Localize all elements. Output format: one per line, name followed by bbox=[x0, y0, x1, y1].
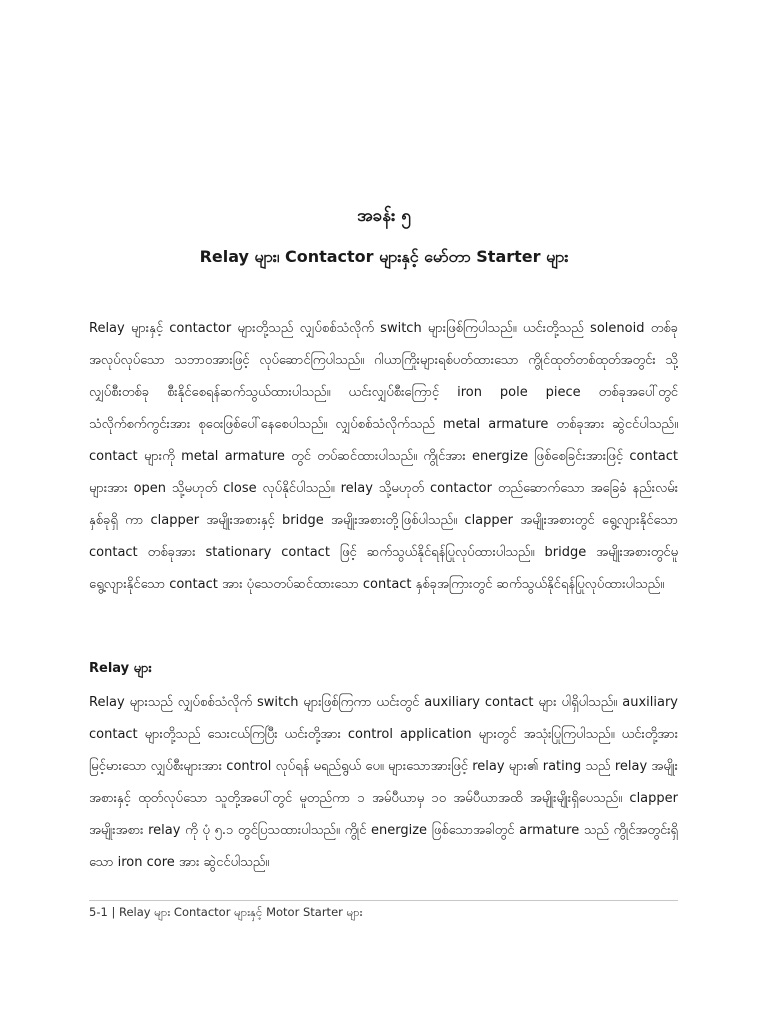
chapter-label: အခန်း ၅ bbox=[357, 206, 411, 226]
section-paragraph: Relay များသည် လျှပ်စစ်သံလိုက် switch များဖြစ်ကြကာ ယင်းတွင် auxiliary contact များ ပါရှိပါသည်။ auxiliary contact များတို့သည် သေးငယ်ကြပြီး ယင်းတို့အား control application များတွင် အသုံးပြုကြပါသည်။ ယင်းတို့အား မြင့်မားသော လျှပ်စီးများအား control လုပ်ရန် မရည်ရွယ် ပေ။ များသောအားဖြင့် relay များ၏ rating သည် relay အမျိုးအစားနှင့် ထုတ်လုပ်သော သူတို့အပေါ်တွင် မူတည်ကာ ၁ အမ်ပီယာမှ ၁၀ အမ်ပီယာအထိ အမျိုးမျိုးရှိပေသည်။ clapper အမျိုးအစား relay ကို ပုံ ၅.၁ တွင်ပြသထားပါသည်။ ကွိုင် energize ဖြစ်သောအခါတွင် armature သည် ကွိုင်အတွင်းရှိသော iron core အား ဆွဲငင်ပါသည်။ bbox=[89, 695, 678, 870]
chapter-title: Relay များ၊ Contactor များနှင့် မော်တာ Starter များ bbox=[199, 247, 569, 266]
footer-divider bbox=[89, 900, 678, 901]
page-footer: 5-1 | Relay များ Contactor များနှင့် Motor Starter များ bbox=[89, 905, 363, 919]
section-heading: Relay များ bbox=[89, 661, 152, 676]
intro-paragraph: Relay များနှင့် contactor များတို့သည် လျှပ်စစ်သံလိုက် switch များဖြစ်ကြပါသည်။ ယင်းတို့သည် solenoid တစ်ခု အလုပ်လုပ်သော သဘာဝအားဖြင့် လုပ်ဆောင်ကြပါသည်။ ဂါယာကြိုးများရစ်ပတ်ထားသော ကွိုင်ထုတ်တစ်ထုတ်အတွင်း သို့ လျှပ်စီးတစ်ခု စီးနိုင်စေရန်ဆက်သွယ်ထားပါသည်။ ယင်းလျှပ်စီးကြောင့် iron pole piece တစ်ခုအပေါ်တွင် သံလိုက်စက်ကွင်းအား စုဝေးဖြစ်ပေါ်နေစေပါသည်။ လျှပ်စစ်သံလိုက်သည် metal armature တစ်ခုအား ဆွဲငင်ပါသည်။ contact များကို metal armature တွင် တပ်ဆင်ထားပါသည်။ ကွိုင်အား energize ဖြစ်စေခြင်းအားဖြင့် contact များအား open သို့မဟုတ် close လုပ်နိုင်ပါသည်။ relay သို့မဟုတ် contactor တည်ဆောက်သော အခြေခံ နည်းလမ်း နှစ်ခုရှိ ကာ clapper အမျိုးအစားနှင့် bridge အမျိုးအစားတို့ဖြစ်ပါသည်။ clapper အမျိုးအစားတွင် ရွေ့လျားနိုင်သော contact တစ်ခုအား stationary contact ဖြင့် ဆက်သွယ်နိုင်ရန်ပြုလုပ်ထားပါသည်။ bridge အမျိုးအစားတွင်မူ ရွေ့လျားနိုင်သော contact အား ပုံသေတပ်ဆင်ထားသော contact နှစ်ခုအကြားတွင် ဆက်သွယ်နိုင်ရန်ပြုလုပ်ထားပါသည်။ bbox=[89, 321, 679, 592]
